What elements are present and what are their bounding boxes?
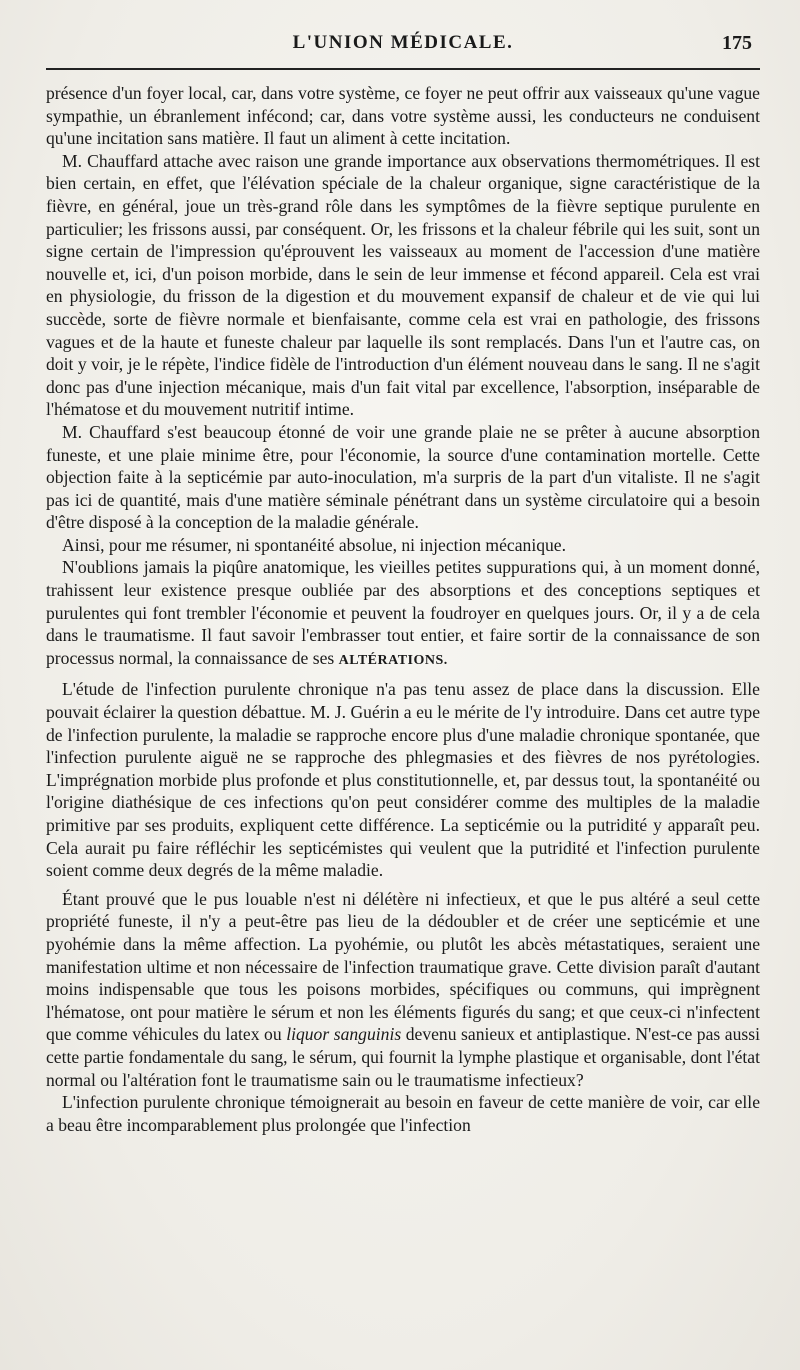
paragraph: [46, 888, 760, 1091]
smallcaps-word: ALTÉRATIONS.: [338, 652, 448, 668]
paragraph: présence d'un foyer local, car, dans votre système, ce foyer ne peut offrir aux vaisseaux qu'une vague sympathie, un ébranlement infécond; car, dans votre système aussi, les conducteurs ne conduisent qu'une incitation sans matière. Il faut un aliment à cette incitation.: [46, 83, 760, 149]
paragraph-text: devenu sanieux et antiplastique. N'est-ce pas aussi cette partie fondamentale du sang, le sérum, qui fournit la lymphe plastique et organisable, dont l'état normal ou l'altération font le traumatisme sain ou le traumatisme infectieux?: [46, 1024, 760, 1090]
paragraph: M. Chauffard attache avec raison une grande importance aux observations thermométriques. Il est bien certain, en effet, que l'élévation spéciale de la chaleur organique, signe caractéristique de la fièvre, en général, joue un très-grand rôle dans les symptômes de la fièvre septique purulente en particulier; les frissons aussi, par conséquent. Or, les frissons et la chaleur fébrile qui les suit, sont un signe certain de l'impression qu'éprouvent les vaisseaux au moment de l'accession d'une matière nouvelle et, ici, d'un poison morbide, dans le sein de leur immense et fécond appareil. Cela est vrai en physiologie, du frisson de la digestion et du mouvement expansif de chaleur et de vie qui lui succède, sorte de fièvre normale et bienfaisante, comme cela est vrai en pathologie, des frissons vagues et de la haute et funeste chaleur par laquelle ils sont remplacés. Dans l'un et l'autre cas, on doit y voir, je le répète, l'indice fidèle de l'introduction d'un élément nouveau dans le sang. Il ne s'agit donc pas d'une injection mécanique, mais d'un fait vital par excellence, l'absorption, inséparable de l'hématose et du mouvement nutritif intime.: [46, 150, 760, 420]
paragraph: M. Chauffard s'est beaucoup étonné de voir une grande plaie ne se prêter à aucune absorption funeste, et une plaie minime être, pour l'économie, la source d'une contamination mortelle. Cette objection faite à la septicémie par auto-inoculation, m'a surpris de la part d'un vitaliste. Il ne s'agit pas ici de quantité, mais d'une matière séminale pénétrant dans un système circulatoire qui a besoin d'être disposé à la conception de la maladie générale.: [46, 421, 760, 533]
paragraph-text: N'oublions jamais la piqûre anatomique, les vieilles petites suppurations qui, à un moment donné, trahissent leur existence presque oubliée par des absorptions et des conceptions septiques et purulentes qui font trembler l'économie et peuvent la foudroyer en quelques jours. Or, il y a de cela dans le traumatisme. Il faut savoir l'embrasser tout entier, et faire sortir de la connaissance de son processus normal, la connaissance de ses: [46, 557, 760, 668]
paragraph-text: Étant prouvé que le pus louable n'est ni délétère ni infectieux, et que le pus altéré a seul cette propriété funeste, il n'y a peut-être pas lieu de la dédoubler et de créer une septicémie et une pyohémie dans la même affection. La pyohémie, ou plutôt les abcès métastatiques, seraient une manifestation ultime et non nécessaire de l'infection traumatique grave. Cette division paraît d'autant moins indispensable que tous les poisons morbides, spécifiques ou communs, qui imprègnent l'hématose, ont pour matière le sérum et non les éléments figurés du sang; et que ceux-ci n'infectent que comme véhicules du latex ou: [46, 888, 760, 1045]
page-header: [46, 30, 760, 64]
italic-term: liquor sanguinis: [286, 1024, 402, 1045]
paragraph: L'infection purulente chronique témoignerait au besoin en faveur de cette manière de voir, car elle a beau être incomparablement plus prolongée que l'infection: [46, 1092, 760, 1135]
header-rule: [46, 68, 760, 70]
paragraph: L'étude de l'infection purulente chronique n'a pas tenu assez de place dans la discussion. Elle pouvait éclairer la question débattue. M. J. Guérin a eu le mérite de l'y introduire. Dans cet autre type de l'infection purulente, la maladie se rapproche encore plus d'une maladie chronique spontanée, que l'infection purulente aiguë ne se rapproche des phlegmasies et des fièvres de nos pyrétologies. L'imprégnation morbide plus profonde et plus constitutionnelle, et, par dessus tout, la spontanéité ou l'origine diathésique de ces infections qu'on peut considérer comme des multiples de la maladie primitive par ses produits, expliquent cette différence. La septicémie ou la putridité y apparaît peu. Cela aurait pu faire réfléchir les septicémistes qui veulent que la putridité et l'infection purulente soient comme deux degrés de la même maladie.: [46, 679, 760, 881]
paragraph: [46, 556, 760, 672]
running-title: L'UNION MÉDICALE.: [292, 32, 514, 53]
paragraph: Ainsi, pour me résumer, ni spontanéité absolue, ni injection mécanique.: [62, 534, 567, 555]
body-text: [46, 82, 760, 1136]
page-number: 175: [722, 32, 752, 54]
